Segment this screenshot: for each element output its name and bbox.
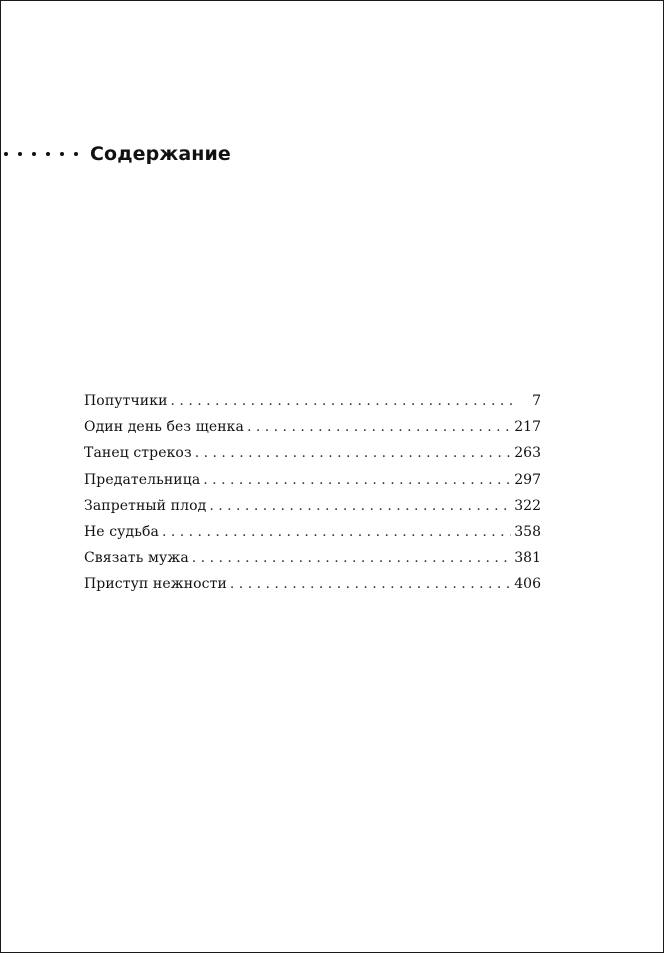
ornament-dot <box>46 152 50 156</box>
toc-dot-leader <box>171 393 512 409</box>
toc-dot-leader <box>195 445 512 461</box>
contents-heading <box>1 141 231 167</box>
page-title: Содержание <box>90 143 231 165</box>
toc-entry[interactable] <box>84 472 541 498</box>
ornament-dot <box>60 152 64 156</box>
toc-dot-leader <box>230 576 511 592</box>
toc-entry-page: 322 <box>514 497 541 514</box>
ornament-dot <box>32 152 36 156</box>
ornament-dot <box>74 152 78 156</box>
toc-entry-page: 217 <box>514 419 541 436</box>
toc-entry-page: 263 <box>514 445 541 462</box>
toc-entry-page: 7 <box>532 393 541 409</box>
toc-dot-leader <box>192 550 511 566</box>
toc-entry-title: Связать мужа <box>84 550 189 567</box>
toc-entry-page: 358 <box>514 523 541 540</box>
toc-entry-title: Один день без щенка <box>84 419 244 436</box>
toc-entry[interactable] <box>84 550 541 576</box>
toc-dot-leader <box>209 498 511 514</box>
toc-entry-page: 381 <box>514 550 541 567</box>
ornament-dot <box>18 152 22 156</box>
toc-dot-leader <box>162 524 511 540</box>
toc-entry-page: 297 <box>514 471 541 488</box>
toc-entry[interactable] <box>84 498 541 524</box>
dotted-ornament <box>4 152 78 156</box>
toc-entry[interactable] <box>84 524 541 550</box>
toc-dot-leader <box>203 472 511 488</box>
toc-dot-leader <box>247 419 511 435</box>
toc-entry-title: Запретный плод <box>84 497 207 514</box>
toc-entry-title: Попутчики <box>84 393 168 409</box>
toc-entry-title: Предательница <box>84 471 201 488</box>
table-of-contents <box>84 393 541 603</box>
toc-entry-title: Приступ нежности <box>84 576 227 593</box>
toc-entry-title: Танец стрекоз <box>84 445 192 462</box>
toc-entry-title: Не судьба <box>84 523 159 540</box>
toc-entry[interactable] <box>84 445 541 471</box>
ornament-dot <box>4 152 8 156</box>
toc-entry[interactable] <box>84 393 541 419</box>
toc-entry[interactable] <box>84 419 541 445</box>
toc-entry[interactable] <box>84 576 541 602</box>
toc-entry-page: 406 <box>514 576 541 593</box>
